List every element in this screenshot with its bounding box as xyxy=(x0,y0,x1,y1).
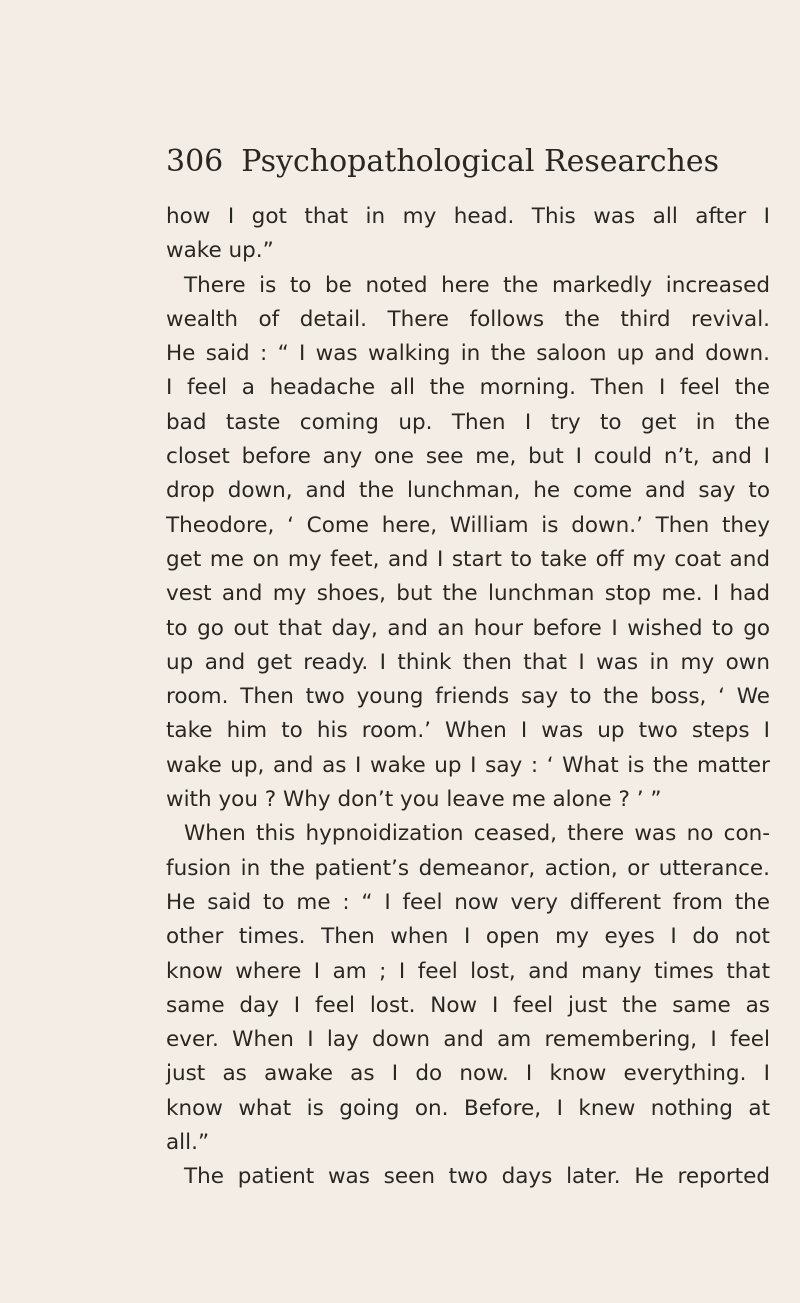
text-line: The patient was seen two days later. He reported xyxy=(184,1164,770,1190)
text-line: drop down, and the lunchman, he come and say to xyxy=(166,478,770,504)
text-line: other times. Then when I open my eyes I do not xyxy=(166,924,770,950)
text-line: room. Then two young friends say to the boss, ‘ We xyxy=(166,684,770,710)
running-title: Psychopathological Researches xyxy=(241,144,719,179)
text-line: with you ? Why don’t you leave me alone ? ’ ” xyxy=(166,787,662,813)
text-line: take him to his room.’ When I was up two steps I xyxy=(166,718,770,744)
text-line: same day I feel lost. Now I feel just the same as xyxy=(166,992,770,1018)
page-number: 306 xyxy=(166,144,224,179)
text-line: When this hypnoidization ceased, there was no con- xyxy=(184,821,770,847)
text-line: wake up, and as I wake up I say : ‘ What is the matter xyxy=(166,752,770,778)
text-line: wealth of detail. There follows the third revival. xyxy=(166,306,770,332)
text-line: to go out that day, and an hour before I wished to go xyxy=(166,615,770,641)
text-line: He said : “ I was walking in the saloon up and down. xyxy=(166,341,770,367)
text-line: There is to be noted here the markedly increased xyxy=(184,272,770,298)
text-line: I feel a headache all the morning. Then I feel the xyxy=(166,375,770,401)
text-line: all.” xyxy=(166,1130,210,1156)
text-line: ever. When I lay down and am remembering, I feel xyxy=(166,1027,770,1053)
text-line: vest and my shoes, but the lunchman stop me. I had xyxy=(166,581,770,607)
text-line: fusion in the patient’s demeanor, action, or utterance. xyxy=(166,855,770,881)
text-line: bad taste coming up. Then I try to get in the xyxy=(166,409,770,435)
text-line: just as awake as I do now. I know everything. I xyxy=(166,1061,770,1087)
text-line: He said to me : “ I feel now very different from the xyxy=(166,889,770,915)
text-line: up and get ready. I think then that I was in my own xyxy=(166,649,770,675)
text-line: how I got that in my head. This was all after I xyxy=(166,204,770,229)
text-line: get me on my feet, and I start to take off my coat and xyxy=(166,546,770,572)
text-line: Theodore, ‘ Come here, William is down.’ Then they xyxy=(166,512,770,538)
body-text xyxy=(166,200,770,1195)
text-line: closet before any one see me, but I could n’t, and I xyxy=(166,444,770,470)
running-header xyxy=(166,142,726,182)
text-line: know what is going on. Before, I knew nothing at xyxy=(166,1095,770,1121)
text-line: know where I am ; I feel lost, and many times that xyxy=(166,958,770,984)
text-line: wake up.” xyxy=(166,238,274,264)
